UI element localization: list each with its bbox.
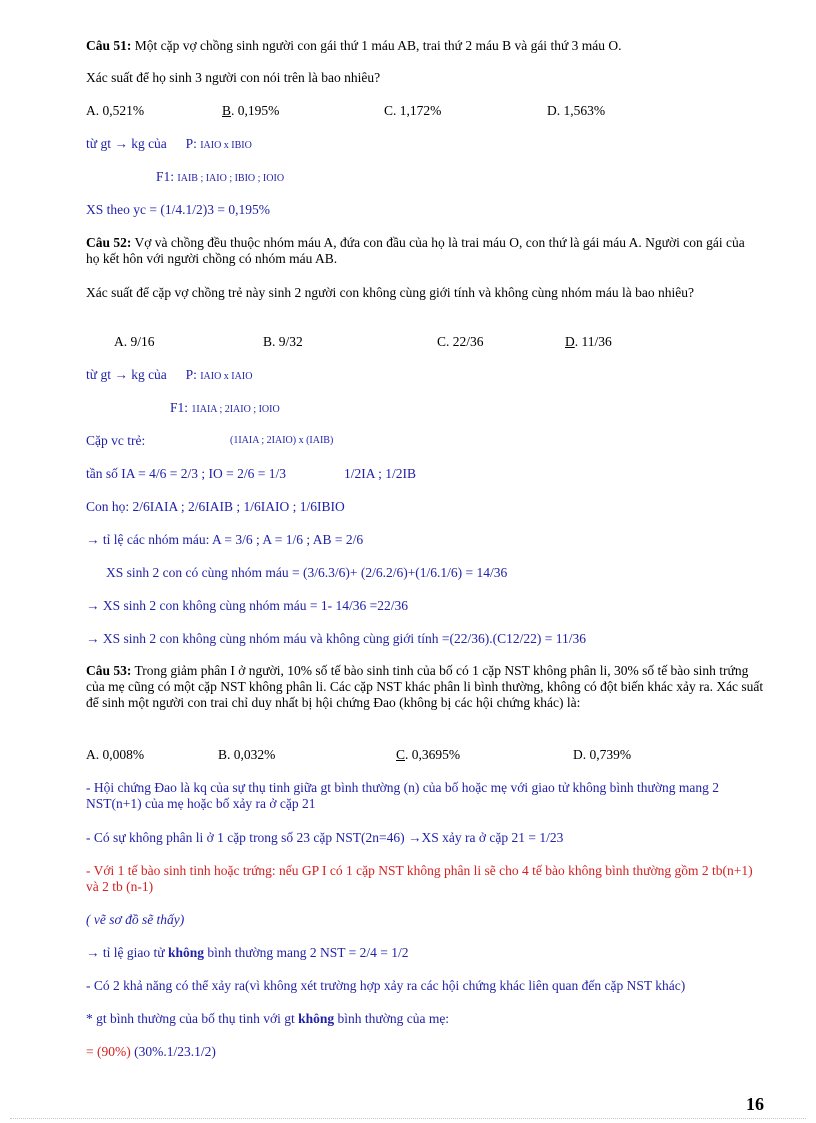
q51-label: Câu 51: xyxy=(86,38,132,53)
q53-explanation-2: - Có sự không phân li ở 1 cặp trong số 23 cặp NST(2n=46) →XS xảy ra ở cặp 21 = 1/23 xyxy=(86,830,564,845)
q52-ratio-line: → tỉ lệ các nhóm máu: A = 3/6 ; A = 1/6 ; AB = 2/6 xyxy=(86,532,364,547)
q52-f1-genotypes: 1IAIA ; 2IAIO ; IOIO xyxy=(191,404,280,415)
q52-text: Vợ và chồng đều thuộc nhóm máu A, đứa con đầu của họ là trai máu O, con thứ là gái máu A. Người con gái của họ kết hôn với người chồng có nhóm máu AB. xyxy=(86,235,745,266)
q53-label: Câu 53: xyxy=(86,663,132,678)
q53-option-d: D. 0,739% xyxy=(573,747,632,762)
q53-formula-father: = (90%) xyxy=(86,1044,131,1059)
q51-genotype-lead: từ gt → kg của xyxy=(86,136,167,151)
q52-couple-genotypes: (1IAIA ; 2IAIO) x (IAIB) xyxy=(230,435,334,446)
q52-f1-line xyxy=(170,400,280,418)
q52-genotype-lead: từ gt → kg của xyxy=(86,367,167,382)
q52-option-b: B. 9/32 xyxy=(263,334,303,349)
q53-option-a: A. 0,008% xyxy=(86,747,145,762)
q52-couple-label: Cặp vc trẻ: xyxy=(86,433,146,448)
q53-option-c-letter: C xyxy=(396,747,406,762)
q51-text: Một cặp vợ chồng sinh người con gái thứ 1 máu AB, trai thứ 2 máu B và gái thứ 3 máu O. xyxy=(131,38,622,53)
q53-case-one-rest: bình thường của mẹ: xyxy=(334,1011,450,1026)
q53-statement xyxy=(86,663,764,711)
q51-f1-label: F1: xyxy=(156,169,175,184)
q52-option-c: C. 22/36 xyxy=(437,334,484,349)
q53-case-one-emphasis: không xyxy=(298,1011,335,1026)
q51-f1-genotypes: IAIB ; IAIO ; IBIO ; IOIO xyxy=(177,173,285,184)
q52-option-a: A. 9/16 xyxy=(114,334,155,349)
q52-f1-label: F1: xyxy=(170,400,189,415)
page-number: 16 xyxy=(746,1094,764,1114)
q52-frequency-line xyxy=(86,466,417,482)
q51-option-b-value: . 0,195% xyxy=(231,103,280,118)
q53-case-one-formula xyxy=(86,1044,216,1060)
q52-option-d-value: . 11/36 xyxy=(574,334,612,349)
q53-gamete-ratio-emphasis: không xyxy=(167,945,204,960)
q52-genotype-line xyxy=(86,367,252,385)
q51-probability: XS theo yc = (1/4.1/2)3 = 0,195% xyxy=(86,202,270,217)
q51-f1-line xyxy=(156,169,284,187)
q52-option-d xyxy=(565,334,612,350)
q52-final-line: → XS sinh 2 con không cùng nhóm máu và không cùng giới tính =(22/36).(C12/22) = 11/36 xyxy=(86,631,586,646)
q52-statement xyxy=(86,235,758,267)
q51-option-d: D. 1,563% xyxy=(547,103,606,118)
q53-gamete-ratio xyxy=(86,945,409,961)
q53-two-cases: - Có 2 khả năng có thể xảy ra(vì không xét trường hợp xảy ra các hội chứng khác liên quan đến cặp NST khác) xyxy=(86,978,686,993)
q52-option-d-letter: D xyxy=(565,334,575,349)
q52-allele-frequency: tần số IA = 4/6 = 2/3 ; IO = 2/6 = 1/3 xyxy=(86,466,286,481)
q51-statement xyxy=(86,38,622,54)
footer-divider xyxy=(10,1118,806,1119)
q51-question: Xác suất để họ sinh 3 người con nói trên là bao nhiêu? xyxy=(86,70,381,85)
q52-p-label: P: xyxy=(185,367,197,382)
q53-gamete-ratio-lead: → tỉ lệ giao tử xyxy=(86,945,168,960)
q51-p-genotypes: IAIO x IBIO xyxy=(200,140,252,151)
q53-gamete-ratio-rest: bình thường mang 2 NST = 2/4 = 1/2 xyxy=(203,945,409,960)
q52-p-genotypes: IAIO x IAIO xyxy=(200,371,253,382)
q51-genotype-line xyxy=(86,136,252,154)
q52-label: Câu 52: xyxy=(86,235,132,250)
q52-question: Xác suất để cặp vợ chồng trẻ này sinh 2 người con không cùng giới tính và không cùng nhóm máu là bao nhiêu? xyxy=(86,285,694,300)
q51-option-b-letter: B xyxy=(222,103,232,118)
q53-explanation-1: - Hội chứng Đao là kq của sự thụ tinh giữa gt bình thường (n) của bố hoặc mẹ với giao tử không bình thường mang 2 NST(n+1) của mẹ hoặc bố xảy ra ở cặp 21 xyxy=(86,780,719,811)
q52-husband-gametes: 1/2IA ; 1/2IB xyxy=(344,466,417,481)
q51-option-c: C. 1,172% xyxy=(384,103,442,118)
q53-option-b: B. 0,032% xyxy=(218,747,276,762)
q53-explanation-3: - Với 1 tế bào sinh tinh hoặc trứng: nếu GP I có 1 cặp NST không phân li sẽ cho 4 tế bào không bình thường gồm 2 tb(n+1) và 2 tb (n-1) xyxy=(86,863,753,894)
q51-option-a: A. 0,521% xyxy=(86,103,145,118)
q53-case-one xyxy=(86,1011,449,1027)
q52-same-blood-line: XS sinh 2 con có cùng nhóm máu = (3/6.3/6)+ (2/6.2/6)+(1/6.1/6) = 14/36 xyxy=(106,565,508,580)
q53-diagram-note: ( vẽ sơ đồ sẽ thấy) xyxy=(86,912,185,927)
q51-p-label: P: xyxy=(185,136,197,151)
q53-text: Trong giảm phân I ở người, 10% số tế bào sinh tinh của bố có 1 cặp NST không phân li, 30% số tế bào sinh trứng của mẹ cũng có một cặp NST không phân li. Các cặp NST khác phân li bình thường, không có đột biến khác xảy ra. Xác suất để sinh một người con trai chỉ duy nhất bị hội chứng Đao (không bị các hội chứng khác) là: xyxy=(86,663,764,710)
q53-option-c-value: . 0,3695% xyxy=(405,747,461,762)
q52-couple-line xyxy=(86,433,334,449)
q53-formula-mother: (30%.1/23.1/2) xyxy=(130,1044,216,1059)
q53-case-one-lead: * gt bình thường của bố thụ tinh với gt xyxy=(86,1011,299,1026)
q52-different-blood-line: → XS sinh 2 con không cùng nhóm máu = 1- 14/36 =22/36 xyxy=(86,598,408,613)
q52-offspring-line: Con họ: 2/6IAIA ; 2/6IAIB ; 1/6IAIO ; 1/6IBIO xyxy=(86,499,345,514)
q53-option-c xyxy=(396,747,460,763)
q51-option-b xyxy=(222,103,279,119)
